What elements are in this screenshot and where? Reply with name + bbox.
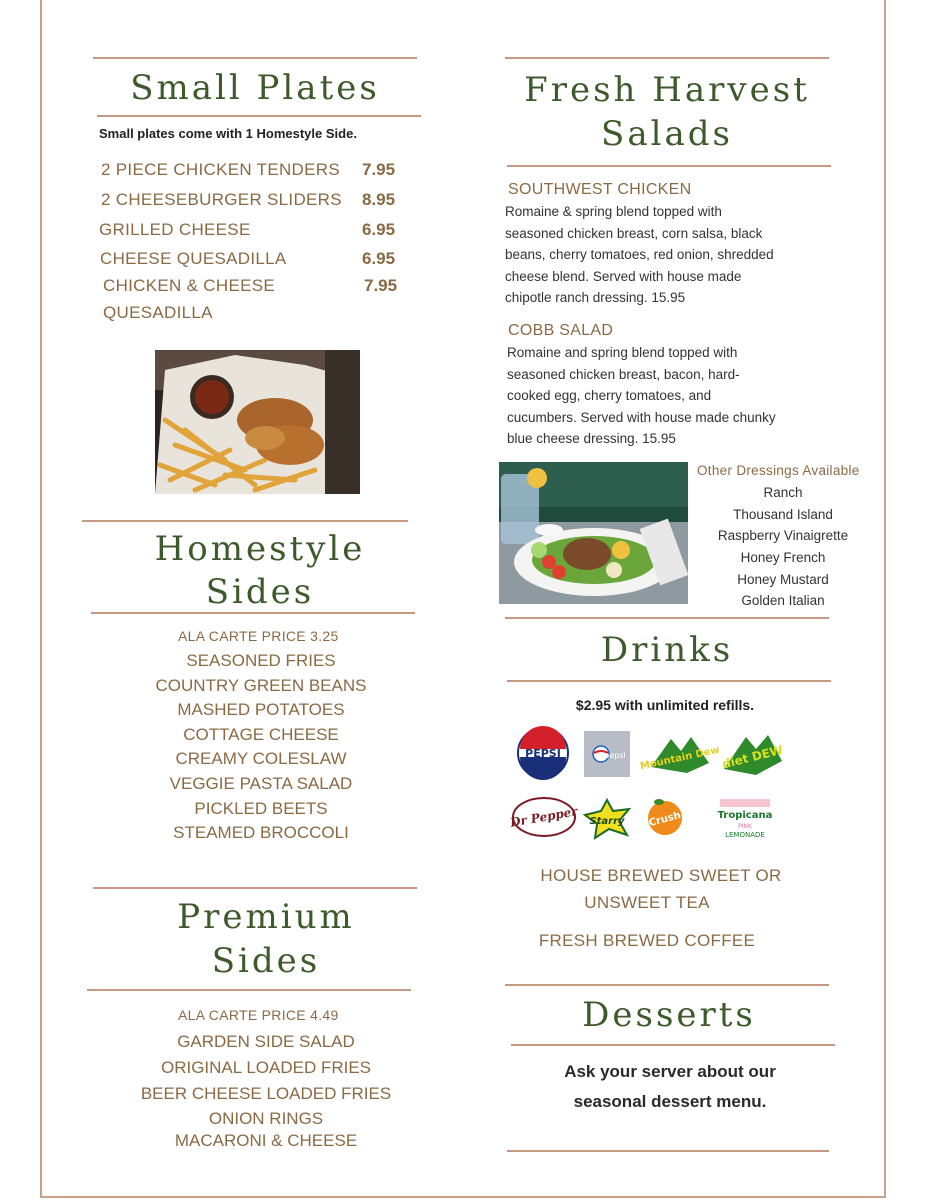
dressings-title: Other Dressings Available — [697, 463, 860, 478]
list-item: ORIGINAL LOADED FRIES — [160, 1058, 372, 1077]
description-line: blue cheese dressing. 15.95 — [507, 431, 676, 446]
price-note: ALA CARTE PRICE 3.25 — [178, 628, 339, 644]
logo-text: Tropicana — [717, 810, 773, 821]
price-note: ALA CARTE PRICE 4.49 — [178, 1007, 339, 1023]
tea-line: UNSWEET TEA — [584, 893, 710, 912]
divider — [93, 57, 417, 59]
list-item: STEAMED BROCCOLI — [173, 823, 349, 843]
menu-item-price: 6.95 — [362, 220, 396, 239]
description-line: cucumbers. Served with house made chunky — [507, 409, 776, 425]
logo-text: pepsi — [604, 751, 626, 760]
salad-name: SOUTHWEST CHICKEN — [508, 181, 692, 198]
logo-text: PINK — [738, 823, 752, 830]
menu-item-price: 8.95 — [362, 190, 396, 209]
logo-text: Starry — [589, 816, 625, 827]
mountain-dew-logo — [639, 729, 721, 777]
dr-pepper-logo — [511, 796, 577, 838]
small-plates-title: Small Plates — [130, 68, 380, 108]
list-item: MACARONI & CHEESE — [174, 1131, 358, 1150]
description-line: chipotle ranch dressing. 15.95 — [505, 290, 686, 305]
crush-logo — [645, 796, 685, 838]
drinks-title: Drinks — [600, 630, 734, 670]
logo-text: PEPSI — [525, 747, 561, 760]
divider — [505, 617, 829, 619]
drinks-note: $2.95 with unlimited refills. — [575, 697, 755, 713]
menu-item-name: GRILLED CHEESE — [99, 220, 251, 239]
menu-item-name: 2 PIECE CHICKEN TENDERS — [101, 160, 340, 179]
dressings-list — [693, 482, 873, 612]
list-item: Raspberry Vinaigrette — [717, 528, 849, 544]
menu-item-name: 2 CHEESEBURGER SLIDERS — [101, 190, 342, 209]
title-line: Premium — [177, 897, 355, 937]
tea-line: HOUSE BREWED SWEET OR — [540, 866, 782, 885]
salad-description — [505, 201, 815, 309]
list-item: COUNTRY GREEN BEANS — [155, 675, 367, 695]
salad-name: COBB SALAD — [508, 322, 614, 339]
starry-logo — [583, 799, 631, 839]
logo-text: LEMONADE — [725, 831, 765, 839]
list-item: Thousand Island — [733, 506, 833, 522]
divider — [505, 984, 829, 986]
small-plates-note: Small plates come with 1 Homestyle Side. — [99, 126, 357, 141]
description-line: cooked egg, cherry tomatoes, and — [507, 388, 712, 403]
menu-item-name: CHEESE QUESADILLA — [100, 249, 287, 268]
list-item: Honey French — [740, 550, 826, 566]
menu-item-price: 6.95 — [362, 249, 396, 268]
divider — [93, 887, 417, 889]
premium-sides-title — [93, 895, 439, 983]
pepsi-logo — [517, 727, 569, 779]
diet-mountain-dew-logo — [720, 729, 786, 777]
logo-text: diet DEW — [720, 742, 785, 772]
desserts-note: Ask your server about our — [564, 1062, 776, 1081]
diet-pepsi-logo — [584, 731, 630, 777]
description-line: cheese blend. Served with house made — [505, 268, 742, 284]
title-line: Homestyle — [154, 529, 366, 569]
list-item: COTTAGE CHEESE — [183, 724, 339, 744]
list-item: Golden Italian — [741, 593, 825, 609]
premium-sides-list — [130, 1029, 402, 1155]
menu-item-name-line2: QUESADILLA — [103, 303, 213, 322]
divider — [82, 520, 408, 522]
divider — [87, 989, 411, 991]
desserts-note: seasonal dessert menu. — [573, 1092, 767, 1111]
divider — [507, 165, 831, 167]
title-line: Salads — [601, 114, 733, 154]
logo-text: Dr Pepper — [509, 804, 579, 830]
description-line: Romaine & spring blend topped with — [505, 204, 722, 219]
list-item: Ranch — [763, 485, 803, 500]
list-item: Honey Mustard — [737, 571, 829, 587]
menu-item-name: CHICKEN & CHEESE — [103, 276, 276, 295]
tropicana-logo — [716, 799, 774, 845]
divider — [91, 612, 415, 614]
description-line: seasoned chicken breast, corn salsa, black — [505, 225, 763, 241]
coffee-line: FRESH BREWED COFFEE — [538, 931, 756, 950]
divider — [505, 57, 829, 59]
salads-title — [505, 68, 829, 156]
desserts-title: Desserts — [582, 995, 756, 1035]
description-line: seasoned chicken breast, bacon, hard- — [507, 366, 740, 382]
list-item: PICKLED BEETS — [194, 798, 328, 818]
divider — [507, 680, 831, 682]
divider — [97, 115, 421, 117]
homestyle-sides-title — [82, 528, 438, 614]
divider — [507, 1150, 829, 1152]
list-item: CREAMY COLESLAW — [175, 749, 347, 769]
title-line: Sides — [205, 572, 315, 612]
list-item: MASHED POTATOES — [177, 700, 345, 720]
description-line: Romaine and spring blend topped with — [507, 345, 738, 360]
menu-item-price: 7.95 — [364, 276, 398, 295]
list-item: VEGGIE PASTA SALAD — [169, 773, 353, 793]
logo-text: Crush — [647, 810, 682, 830]
cobb-salad-photo — [499, 462, 688, 604]
homestyle-sides-list — [130, 649, 392, 846]
description-line: beans, cherry tomatoes, red onion, shredded — [505, 247, 774, 262]
list-item: GARDEN SIDE SALAD — [177, 1032, 355, 1051]
list-item: ONION RINGS — [208, 1109, 324, 1128]
salad-description — [507, 342, 817, 450]
list-item: BEER CHEESE LOADED FRIES — [140, 1084, 392, 1103]
title-line: Fresh Harvest — [524, 70, 810, 110]
divider — [511, 1044, 835, 1046]
menu-item-price: 7.95 — [362, 160, 396, 179]
logo-text: Mountain Dew — [639, 744, 721, 773]
list-item: SEASONED FRIES — [186, 651, 336, 670]
chicken-tenders-photo — [155, 350, 360, 494]
title-line: Sides — [211, 941, 321, 981]
